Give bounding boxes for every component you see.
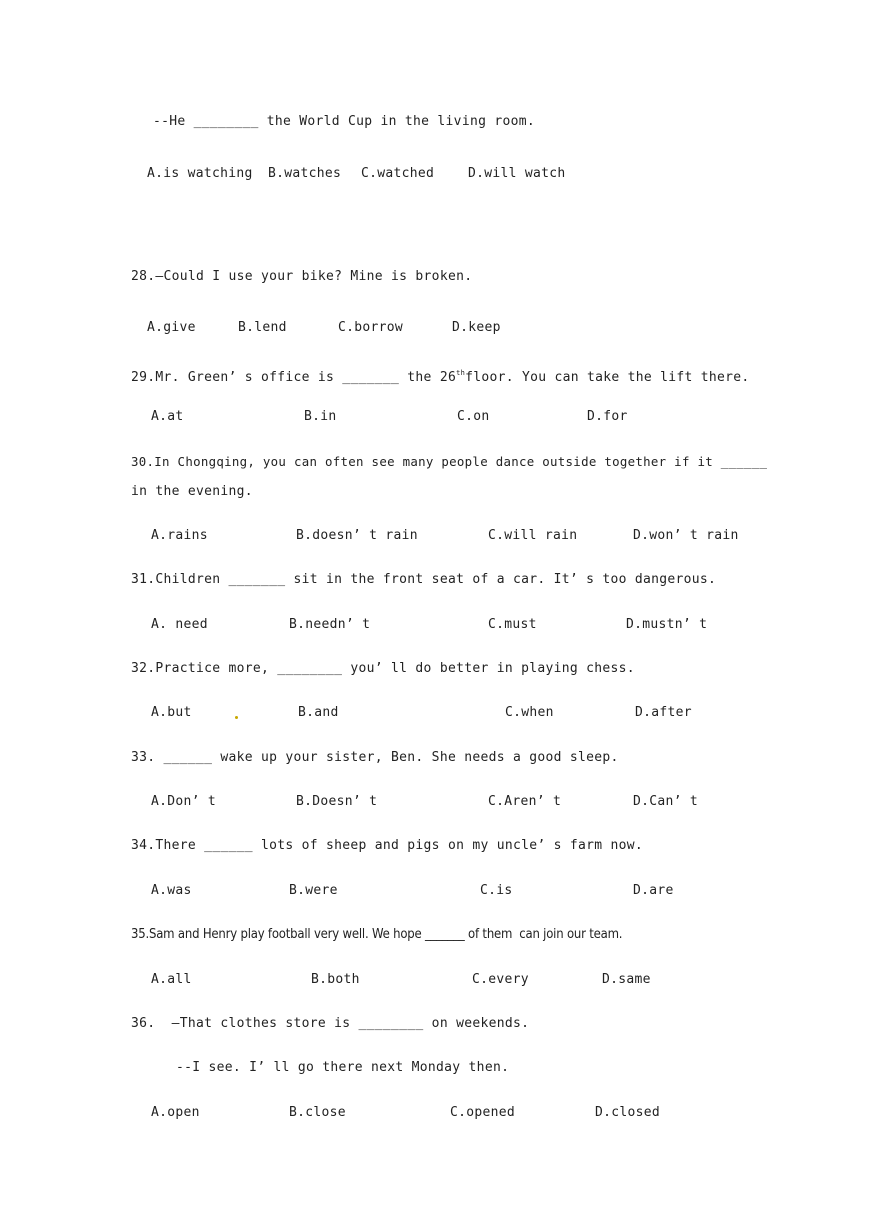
q29-stem: 29.Mr. Green’ s office is _______ the 26thfloor. You can take the lift there. bbox=[131, 369, 750, 385]
q29-option-a: A.at bbox=[151, 409, 184, 424]
q33-stem: 33. ______ wake up your sister, Ben. She needs a good sleep. bbox=[131, 750, 619, 765]
q31-option-c: C.must bbox=[488, 617, 537, 632]
q28-option-b: B.lend bbox=[238, 320, 287, 335]
q32-option-c: C.when bbox=[505, 705, 554, 720]
q28-option-d: D.keep bbox=[452, 320, 501, 335]
q31-stem: 31.Children _______ sit in the front seat of a car. It’ s too dangerous. bbox=[131, 572, 717, 587]
q36-option-d: D.closed bbox=[595, 1105, 661, 1120]
q30-stem-line1: 30.In Chongqing, you can often see many people dance outside together if it ______ bbox=[131, 454, 768, 469]
q27-stem: --He ________ the World Cup in the living room. bbox=[153, 114, 535, 129]
q34-option-b: B.were bbox=[289, 883, 338, 898]
q30-option-d: D.won’ t rain bbox=[633, 528, 739, 543]
q32-option-b: B.and bbox=[298, 705, 339, 720]
q34-option-a: A.was bbox=[151, 883, 192, 898]
q32-option-a: A.but bbox=[151, 705, 192, 720]
q35-stem: 35.Sam and Henry play football very well. We hope _______ of them can join our team. bbox=[131, 927, 623, 942]
q31-option-d: D.mustn’ t bbox=[626, 617, 708, 632]
q27-option-d: D.will watch bbox=[468, 166, 566, 181]
q32-option-d: D.after bbox=[635, 705, 692, 720]
q34-stem: 34.There ______ lots of sheep and pigs on my uncle’ s farm now. bbox=[131, 838, 643, 853]
q30-option-b: B.doesn’ t rain bbox=[296, 528, 418, 543]
q31-option-a: A. need bbox=[151, 617, 208, 632]
q32-stem: 32.Practice more, ________ you’ ll do better in playing chess. bbox=[131, 661, 635, 676]
q33-option-a: A.Don’ t bbox=[151, 794, 217, 809]
q36-option-c: C.opened bbox=[450, 1105, 516, 1120]
q36-option-a: A.open bbox=[151, 1105, 200, 1120]
q33-option-d: D.Can’ t bbox=[633, 794, 699, 809]
q29-superscript: th bbox=[456, 369, 466, 377]
q33-option-c: C.Aren’ t bbox=[488, 794, 562, 809]
q30-stem-line2: in the evening. bbox=[131, 484, 253, 499]
q34-option-d: D.are bbox=[633, 883, 674, 898]
q27-option-c: C.watched bbox=[361, 166, 435, 181]
q27-option-a: A.is watching bbox=[147, 166, 253, 181]
q35-option-b: B.both bbox=[311, 972, 360, 987]
q35-option-a: A.all bbox=[151, 972, 192, 987]
q34-option-c: C.is bbox=[480, 883, 513, 898]
q28-option-a: A.give bbox=[147, 320, 196, 335]
q35-option-c: C.every bbox=[472, 972, 529, 987]
q29-option-d: D.for bbox=[587, 409, 628, 424]
q36-stem: 36. –That clothes store is ________ on weekends. bbox=[131, 1016, 530, 1031]
q31-option-b: B.needn’ t bbox=[289, 617, 371, 632]
q30-option-c: C.will rain bbox=[488, 528, 578, 543]
q36-reply: --I see. I’ ll go there next Monday then. bbox=[176, 1060, 510, 1075]
q33-option-b: B.Doesn’ t bbox=[296, 794, 378, 809]
q29-option-b: B.in bbox=[304, 409, 337, 424]
q28-option-c: C.borrow bbox=[338, 320, 404, 335]
q28-stem: 28.—Could I use your bike? Mine is broken. bbox=[131, 269, 473, 284]
q35-option-d: D.same bbox=[602, 972, 651, 987]
stray-dot bbox=[235, 716, 238, 719]
q36-option-b: B.close bbox=[289, 1105, 346, 1120]
q29-option-c: C.on bbox=[457, 409, 490, 424]
q30-option-a: A.rains bbox=[151, 528, 208, 543]
q27-option-b: B.watches bbox=[268, 166, 342, 181]
